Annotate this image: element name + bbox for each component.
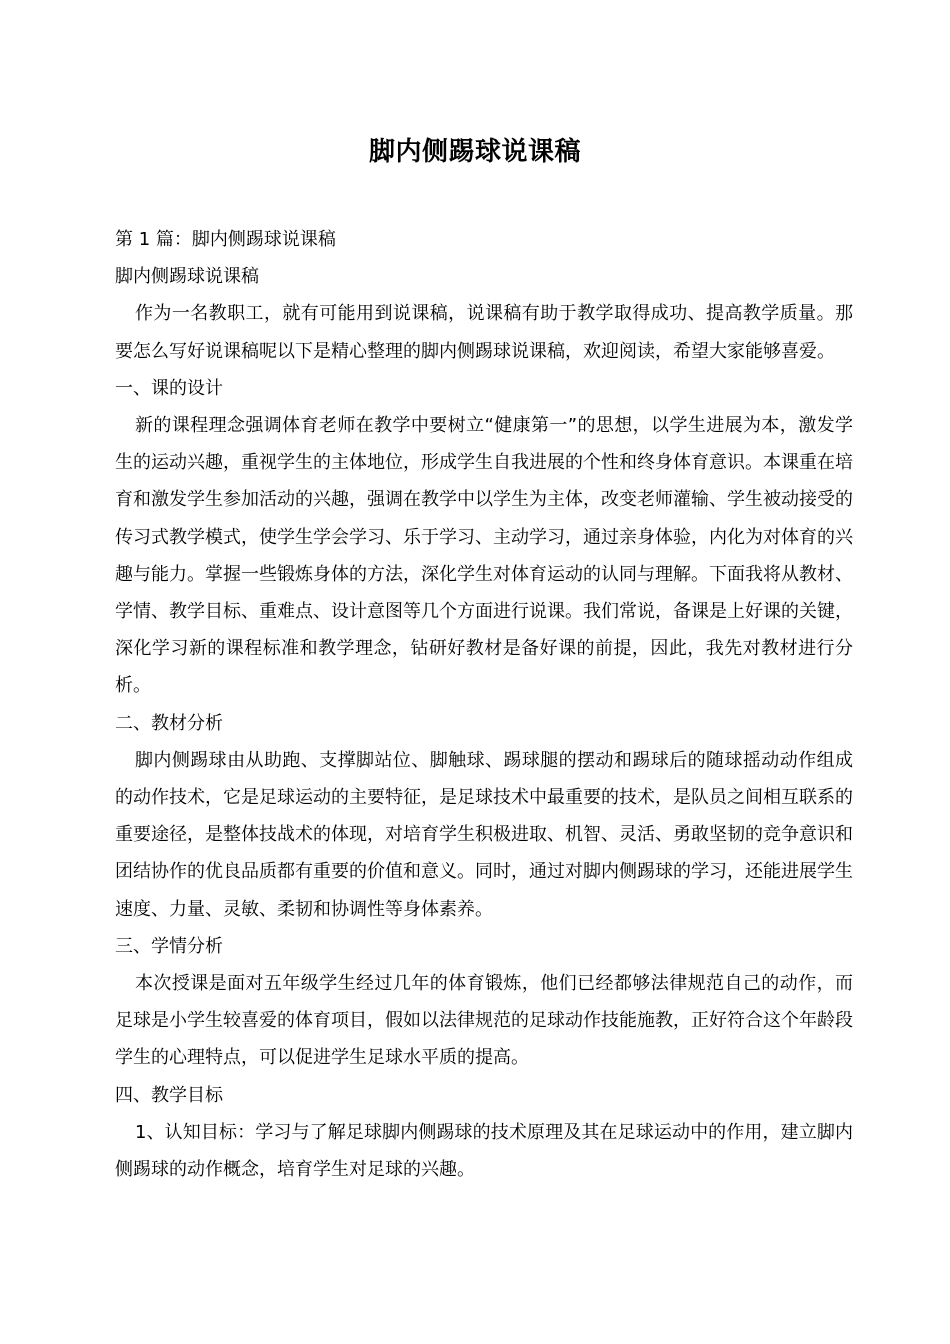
intro-paragraph: 作为一名教职工，就有可能用到说课稿，说课稿有助于教学取得成功、提高教学质量。那要怎么写好说课稿呢以下是精心整理的脚内侧踢球说课稿，欢迎阅读，希望大家能够喜爱。 <box>115 303 853 362</box>
chapter-heading: 第 1 篇：脚内侧踢球说课稿 <box>115 229 336 250</box>
sub-heading: 脚内侧踢球说课稿 <box>115 266 259 288</box>
section-body-students: 本次授课是面对五年级学生经过几年的体育锻炼，他们已经都够法律规范自己的动作，而足球是小学生较喜爱的体育项目，假如以法律规范的足球动作技能施教，正好符合这个年龄段学生的心理特点，可以促进学生足球水平质的提高。 <box>115 973 853 1069</box>
section-heading-goals: 四、教学目标 <box>115 1084 223 1106</box>
section-heading-design: 一、课的设计 <box>115 377 223 399</box>
section-heading-material: 二、教材分析 <box>115 712 223 734</box>
document-body <box>115 221 853 1188</box>
section-body-design: 新的课程理念强调体育老师在教学中要树立“健康第一”的思想，以学生进展为本，激发学生的运动兴趣，重视学生的主体地位，形成学生自我进展的个性和终身体育意识。本课重在培育和激发学生参加活动的兴趣，强调在教学中以学生为主体，改变老师灌输、学生被动接受的传习式教学模式，使学生学会学习、乐于学习、主动学习，通过亲身体验，内化为对体育的兴趣与能力。掌握一些锻炼身体的方法，深化学生对体育运动的认同与理解。下面我将从教材、学情、教学目标、重难点、设计意图等几个方面进行说课。我们常说，备课是上好课的关键，深化学习新的课程标准和教学理念，钻研好教材是备好课的前提，因此，我先对教材进行分析。 <box>115 415 853 697</box>
section-body-goals: 1、认知目标：学习与了解足球脚内侧踢球的技术原理及其在足球运动中的作用，建立脚内侧踢球的动作概念，培育学生对足球的兴趣。 <box>115 1121 853 1181</box>
document-title: 脚内侧踢球说课稿 <box>368 137 581 167</box>
section-body-material: 脚内侧踢球由从助跑、支撑脚站位、脚触球、踢球腿的摆动和踢球后的随球摇动动作组成的动作技术，它是足球运动的主要特征，是足球技术中最重要的技术，是队员之间相互联系的重要途径，是整体技战术的体现，对培育学生积极进取、机智、灵活、勇敢坚韧的竞争意识和团结协作的优良品质都有重要的价值和意义。同时，通过对脚内侧踢球的学习，还能进展学生速度、力量、灵敏、柔韧和协调性等身体素养。 <box>115 749 853 920</box>
section-heading-students: 三、学情分析 <box>115 935 223 957</box>
